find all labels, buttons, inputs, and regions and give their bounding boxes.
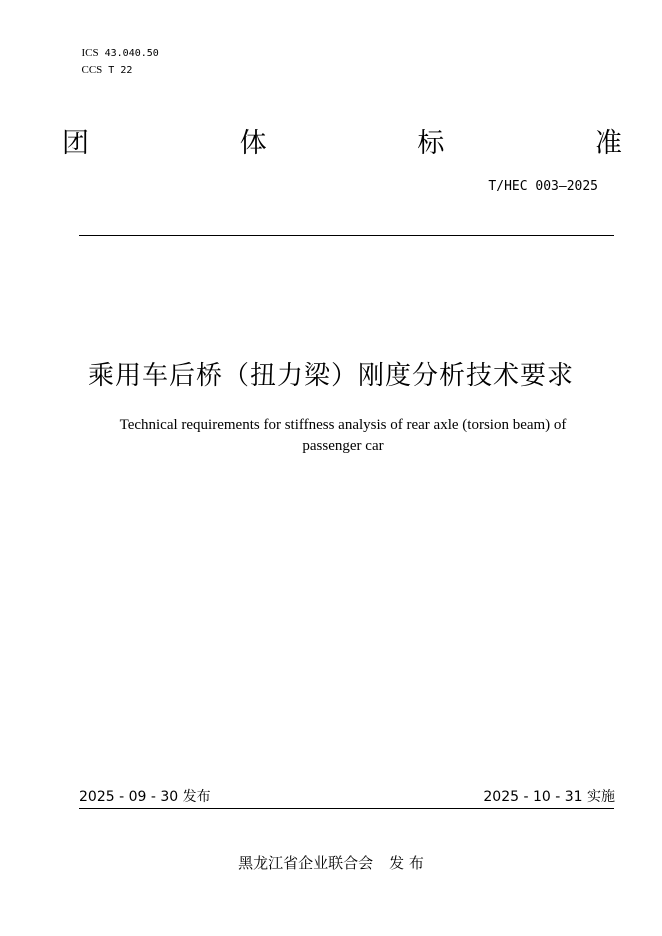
english-title-line: Technical requirements for stiffness analysis of rear axle (torsion beam) of [119,417,567,433]
ics-code: 43.040.50 [104,48,159,59]
implementation-date-line [483,787,615,807]
document-title-english [96,415,590,457]
implementation-date: 2025 - 10 - 31 [483,789,583,805]
ccs-code: T 22 [108,65,133,76]
issue-label: 发布 [182,789,211,805]
issue-date-line [79,787,211,807]
top-divider [79,235,614,236]
standard-type-heading [62,124,622,164]
implementation-label: 实施 [587,789,615,805]
ics-label: ICS [81,47,99,59]
bottom-divider [79,808,614,809]
english-title-line: passenger car [302,438,384,454]
standard-type-char: 体 [239,128,267,159]
ccs-label: CCS [81,64,103,76]
issue-date: 2025 - 09 - 30 [79,789,179,805]
publisher-name: 黑龙江省企业联合会 [238,854,374,872]
standard-number: T/HEC 003—2025 [488,179,598,194]
standard-type-char: 标 [417,128,445,159]
publisher-line [0,852,662,874]
standard-type-char: 准 [594,128,622,159]
publisher-action: 发 布 [389,854,424,872]
ccs-classification [76,49,132,78]
standard-type-char: 团 [62,128,89,159]
document-title-chinese: 乘用车后桥（扭力梁）刚度分析技术要求 [87,361,574,391]
